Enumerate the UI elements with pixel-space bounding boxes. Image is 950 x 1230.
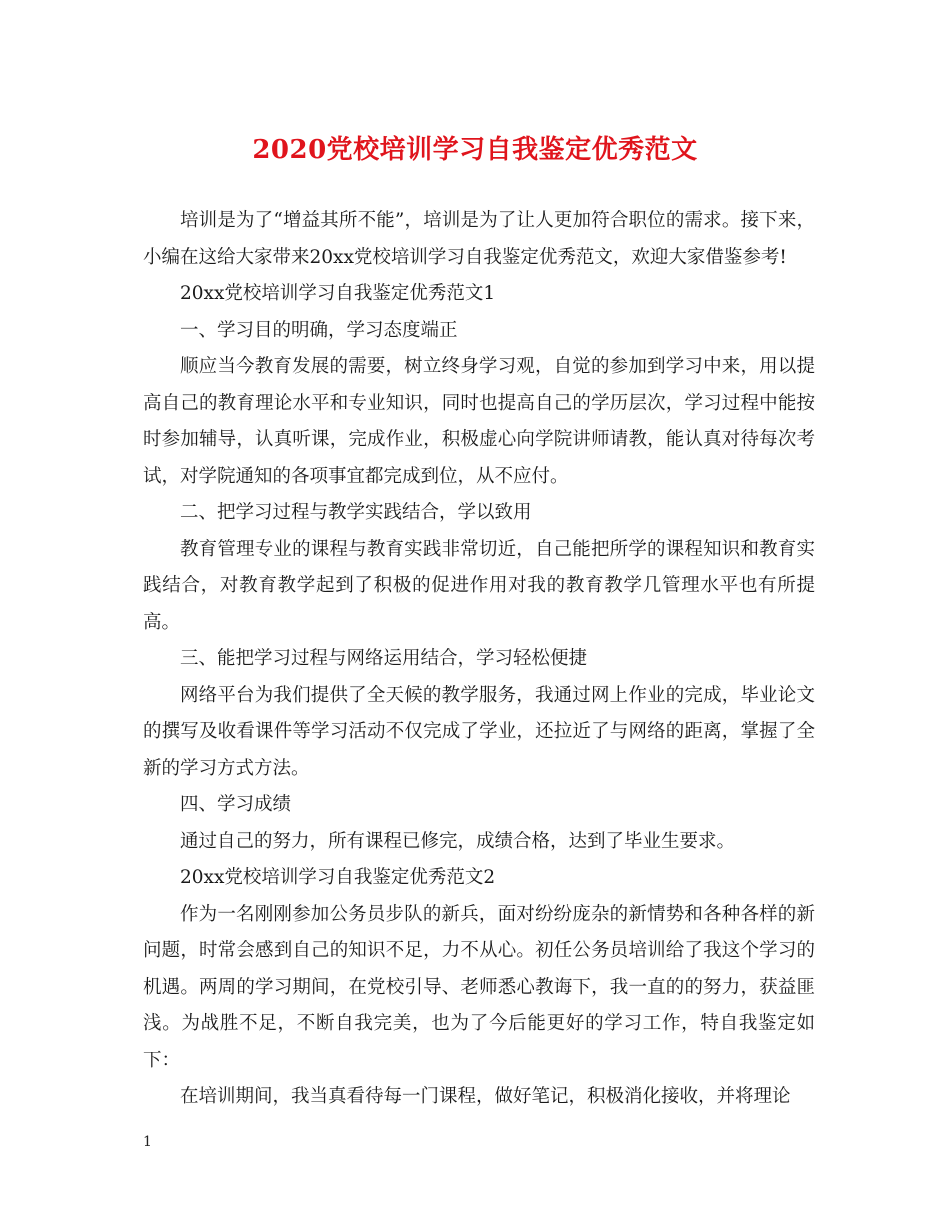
section-heading-essay-2: 20xx党校培训学习自我鉴定优秀范文2 — [180, 867, 496, 888]
paragraph-intro: 培训是为了“增益其所不能”，培训是为了让人更加符合职位的需求。接下来，小编在这给大家带来20xx党校培训学习自我鉴定优秀范文，欢迎大家借鉴参考! — [143, 210, 815, 268]
paragraph: 网络平台为我们提供了全天候的教学服务，我通过网上作业的完成，毕业论文的撰写及收看课件等学习活动不仅完成了学业，还拉近了与网络的距离，掌握了全新的学习方式方法。 — [143, 684, 815, 779]
document-body — [143, 203, 815, 1116]
subheading-1: 一、学习目的明确，学习态度端正 — [180, 319, 458, 341]
subheading-3: 三、能把学习过程与网络运用结合，学习轻松便捷 — [180, 648, 588, 669]
paragraph: 在培训期间，我当真看待每一门课程，做好笔记，积极消化接收，并将理论 — [180, 1086, 791, 1107]
page-number: 1 — [143, 1134, 152, 1150]
subheading-4: 四、学习成绩 — [180, 794, 292, 815]
paragraph: 教育管理专业的课程与教育实践非常切近，自己能把所学的课程知识和教育实践结合，对教育教学起到了积极的促进作用对我的教育教学几管理水平也有所提高。 — [143, 538, 815, 633]
paragraph: 通过自己的努力，所有课程已修完，成绩合格，达到了毕业生要求。 — [180, 830, 736, 852]
subheading-2: 二、把学习过程与教学实践结合，学以致用 — [180, 502, 532, 523]
document-title: 2020党校培训学习自我鉴定优秀范文 — [252, 135, 698, 165]
paragraph: 顺应当今教育发展的需要，树立终身学习观，自觉的参加到学习中来，用以提高自己的教育理论水平和专业知识，同时也提高自己的学历层次，学习过程中能按时参加辅导，认真听课，完成作业，积极虚心向学院讲师请教，能认真对待每次考试，对学院通知的各项事宜都完成到位，从不应付。 — [143, 356, 815, 487]
paragraph: 作为一名刚刚参加公务员步队的新兵，面对纷纷庞杂的新情势和各种各样的新问题，时常会感到自己的知识不足，力不从心。初任公务员培训给了我这个学习的机遇。两周的学习期间，在党校引导、老师悉心教诲下，我一直的的努力，获益匪浅。为战胜不足，不断自我完美，也为了今后能更好的学习工作，特自我鉴定如下： — [143, 903, 815, 1071]
section-heading-essay-1: 20xx党校培训学习自我鉴定优秀范文1 — [180, 283, 496, 304]
